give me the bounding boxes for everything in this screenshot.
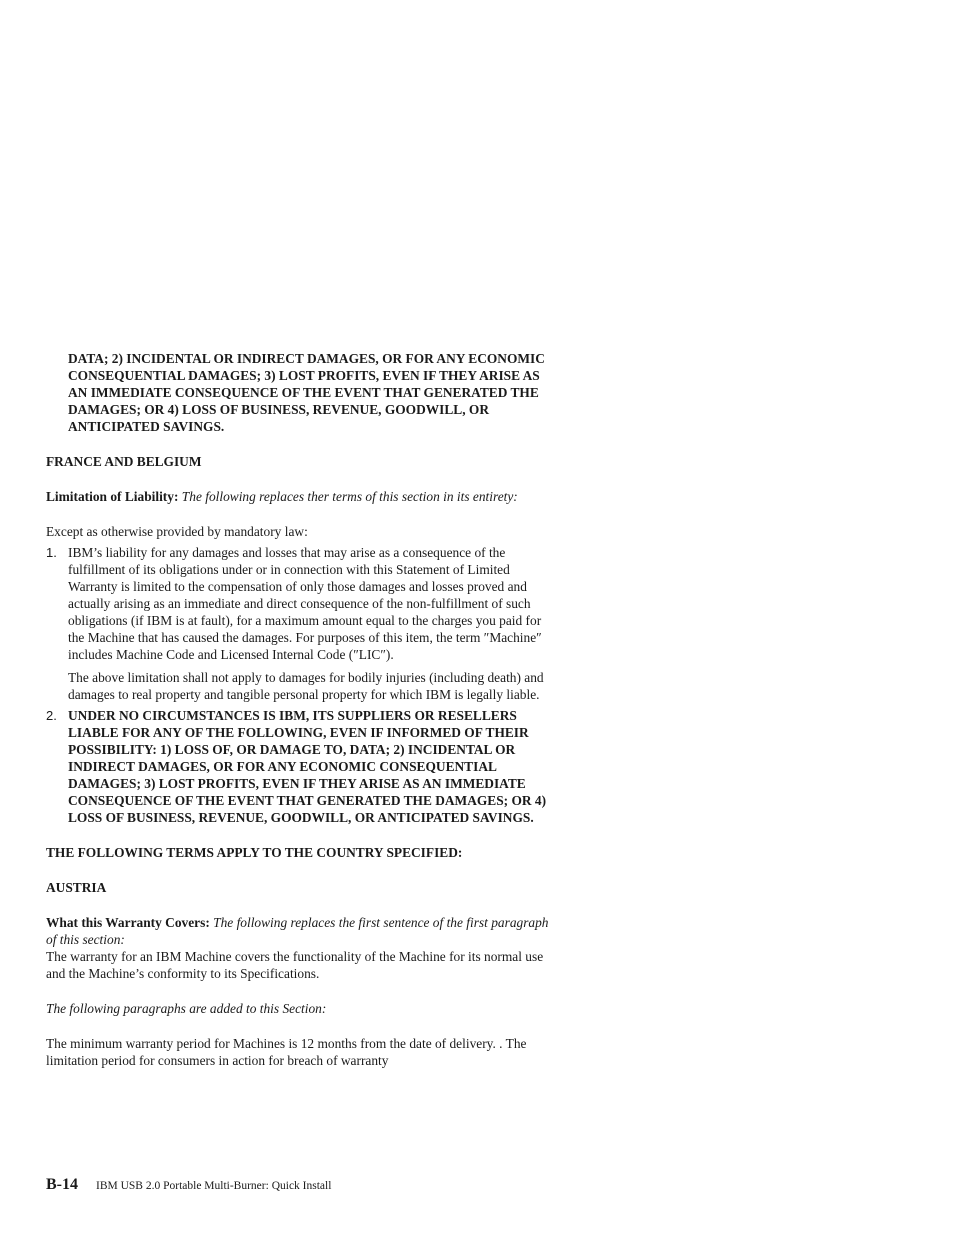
list-item-text: UNDER NO CIRCUMSTANCES IS IBM, ITS SUPPLIERS OR RESELLERS LIABLE FOR ANY OF THE FOLLOWING, EVEN IF INFORMED OF THEIR POSSIBILITY: 1) LOSS OF, OR DAMAGE TO, DATA; 2) INCIDENTAL OR INDIRECT DAMAGES, OR FOR ANY ECONOMIC CONSEQUENTIAL DAMAGES; 3) LOST PROFITS, EVEN IF THEY ARISE AS AN IMMEDIATE CONSEQUENCE OF THE EVENT THAT GENERATED THE DAMAGES; OR 4) LOSS OF BUSINESS, REVENUE, GOODWILL, OR ANTICIPATED SAVINGS. bbox=[68, 708, 547, 825]
continued-caps-paragraph: DATA; 2) INCIDENTAL OR INDIRECT DAMAGES, OR FOR ANY ECONOMIC CONSEQUENTIAL DAMAGES; 3) LOST PROFITS, EVEN IF THEY ARISE AS AN IMMEDIATE CONSEQUENCE OF THE EVENT THAT GENERATED THE DAMAGES; OR 4) LOSS OF BUSINESS, REVENUE, GOODWILL, OR ANTICIPATED SAVINGS. bbox=[68, 351, 545, 434]
warranty-covers-body: The warranty for an IBM Machine covers the functionality of the Machine for its normal use and the Machine’s conformity to its Specifications. bbox=[46, 949, 544, 981]
warranty-covers-text: The following replaces the first sentence of the first paragraph of this section: bbox=[46, 915, 549, 947]
document-body bbox=[46, 350, 551, 1069]
list-item bbox=[46, 544, 551, 707]
except-paragraph: Except as otherwise provided by mandatory law: bbox=[46, 524, 308, 539]
warranty-covers-paragraph bbox=[46, 914, 551, 948]
limitation-paragraph bbox=[46, 488, 551, 505]
france-belgium-heading: FRANCE AND BELGIUM bbox=[46, 454, 202, 469]
warranty-covers-label: What this Warranty Covers: bbox=[46, 915, 210, 930]
liability-list bbox=[46, 544, 551, 826]
austria-heading: AUSTRIA bbox=[46, 880, 107, 895]
following-terms-heading: THE FOLLOWING TERMS APPLY TO THE COUNTRY SPECIFIED: bbox=[46, 845, 463, 860]
list-item-number: 2. bbox=[46, 708, 57, 723]
added-paragraphs-note: The following paragraphs are added to this Section: bbox=[46, 1001, 327, 1016]
list-item-extra: The above limitation shall not apply to damages for bodily injuries (including death) and damages to real property and tangible personal property for which IBM is legally liable. bbox=[68, 670, 544, 702]
footer-title: IBM USB 2.0 Portable Multi-Burner: Quick Install bbox=[96, 1180, 332, 1192]
list-item-text: IBM’s liability for any damages and losses that may arise as a consequence of the fulfillment of its obligations under or in connection with this Statement of Limited Warranty is limited to the compensation of only those damages and losses proved and actually arising as an immediate and direct consequence of the non-fulfillment of such obligations (if IBM is at fault), for a maximum amount equal to the charges you paid for the Machine that has caused the damages. For purposes of this item, the term ″Machine″ includes Machine Code and Licensed Internal Code (″LIC″). bbox=[68, 545, 542, 662]
list-item bbox=[46, 707, 551, 826]
list-item-number: 1. bbox=[46, 545, 57, 560]
limitation-label: Limitation of Liability: bbox=[46, 489, 179, 504]
minimum-warranty-paragraph: The minimum warranty period for Machines is 12 months from the date of delivery. . The limitation period for consumers in action for breach of warranty bbox=[46, 1036, 527, 1068]
page-footer bbox=[46, 1176, 331, 1194]
limitation-text: The following replaces ther terms of this section in its entirety: bbox=[181, 489, 518, 504]
page-number: B-14 bbox=[46, 1176, 78, 1193]
